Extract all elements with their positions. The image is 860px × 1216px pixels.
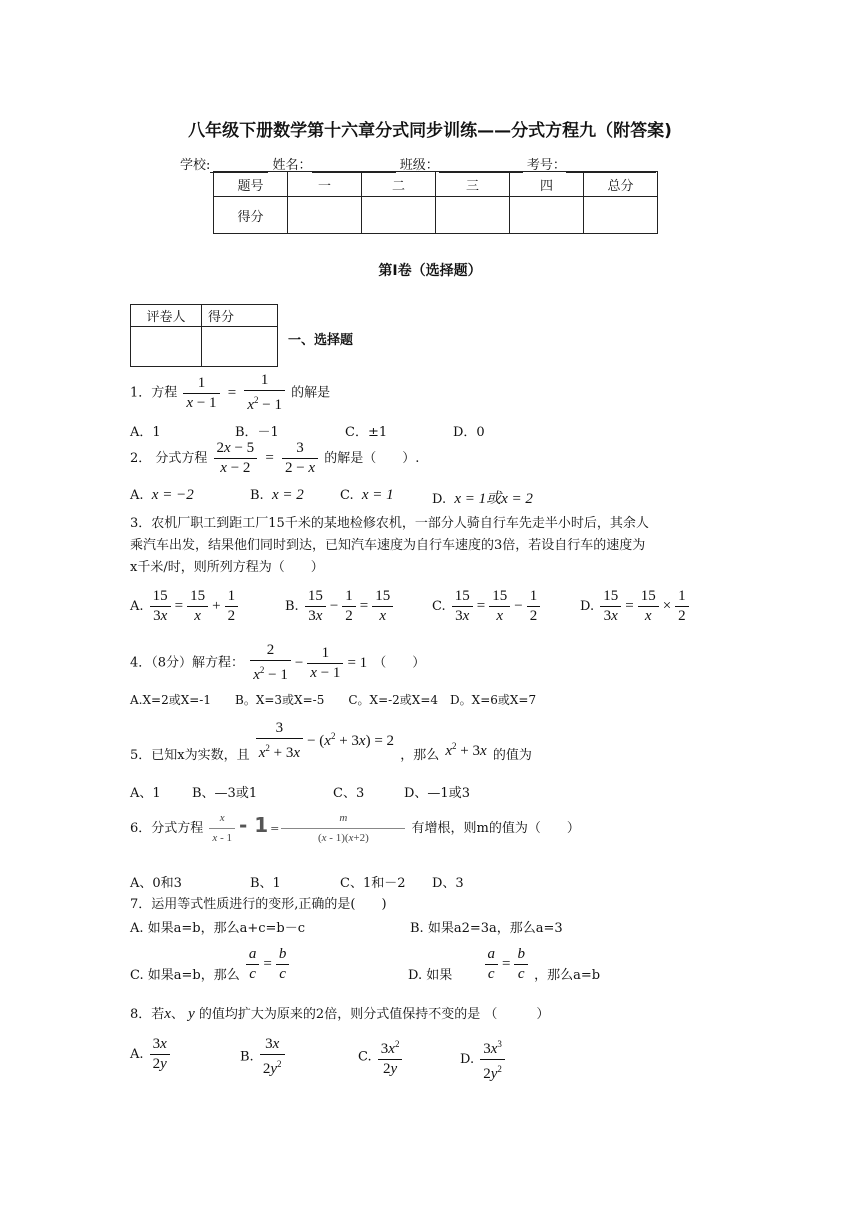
- question-text: 1．方程: [130, 385, 178, 401]
- q8-option-d[interactable]: D. $\frac{3x^3}{2y^2}$: [460, 1036, 507, 1083]
- question-text: 4．（8分）解方程：: [130, 655, 245, 671]
- score-header: 题号: [214, 172, 288, 197]
- q5-option-b[interactable]: B、—3或1: [192, 786, 258, 801]
- q6-option-b[interactable]: B、1: [250, 876, 281, 891]
- score-cell[interactable]: [584, 197, 658, 234]
- name-label: 姓名：: [272, 158, 312, 173]
- fraction: $\frac{1}{x^2 - 1}$: [244, 372, 285, 414]
- question-text: 的解是: [291, 385, 331, 401]
- question-6: [130, 810, 580, 847]
- section-title: 一、选择题: [288, 333, 354, 348]
- score-header: 一: [288, 172, 362, 197]
- q1-option-d[interactable]: D．0: [453, 425, 485, 440]
- q2-option-a[interactable]: A. x = −2: [130, 487, 194, 503]
- q6-option-d[interactable]: D、3: [432, 876, 464, 891]
- score-header: 三: [436, 172, 510, 197]
- q3-option-d[interactable]: D. $\frac{15}{3x}$ = $\frac{15}{x}$ × $\frac{1}{2}$: [580, 588, 691, 625]
- question-4: 4．（8分）解方程： $\frac{2}{x^2 - 1}$ − $\frac{1}{x - 1}$ = 1 （ ）: [130, 642, 426, 683]
- question-text: 的解是（ ）.: [324, 451, 420, 466]
- question-text: 有增根，则m的值为（ ）: [411, 821, 580, 836]
- q7-option-a[interactable]: A. 如果a=b，那么a+c=b－c: [130, 921, 306, 936]
- q8-option-a[interactable]: A. $\frac{3x}{2y}$: [130, 1036, 172, 1073]
- q8-option-b[interactable]: B. $\frac{3x}{2y^2}$: [240, 1036, 287, 1078]
- question-7: 7．运用等式性质进行的变形,正确的是( ): [130, 897, 387, 912]
- q6-option-a[interactable]: A、0和3: [130, 876, 182, 891]
- q2-option-b[interactable]: B. x = 2: [250, 487, 304, 503]
- question-text: （ ）: [373, 655, 426, 671]
- grader-header: 评卷人: [131, 305, 202, 327]
- q5-option-c[interactable]: C、3: [333, 786, 365, 801]
- q3-option-c[interactable]: C. $\frac{15}{3x}$ = $\frac{15}{x}$ − $\frac{1}{2}$: [432, 588, 542, 625]
- question-2: 2． 分式方程 $\frac{2x - 5}{x - 2}$ = $\frac{3}{2 - x}$ 的解是（ ）.: [130, 440, 420, 476]
- q6-option-c[interactable]: C、1和－2: [340, 876, 406, 891]
- q7-option-d[interactable]: D. 如果 $\frac{a}{c}$ = $\frac{b}{c}$ ，那么a=b: [408, 946, 601, 983]
- grader-cell[interactable]: [202, 327, 278, 367]
- q2-option-c[interactable]: C. x = 1: [340, 487, 394, 503]
- q2-option-d[interactable]: D. x = 1或x = 2: [432, 491, 533, 507]
- q3-option-a[interactable]: A. $\frac{15}{3x}$ = $\frac{15}{x}$ + $\frac{1}{2}$: [130, 588, 240, 625]
- q4-options[interactable]: A.X=2或X=-1 B。X=3或X=-5 C。X=-2或X=4 D。X=6或X=7: [130, 693, 537, 707]
- score-header: 总分: [584, 172, 658, 197]
- grader-header: 得分: [202, 305, 278, 327]
- q7-option-c[interactable]: C. 如果a=b，那么 $\frac{a}{c}$ = $\frac{b}{c}$: [130, 946, 291, 983]
- q1-option-a[interactable]: A．1: [130, 425, 161, 440]
- question-text: ，那么: [400, 747, 440, 763]
- score-row-label: 得分: [214, 197, 288, 234]
- volume-title: 第Ⅰ卷（选择题）: [378, 263, 482, 279]
- question-text: 2． 分式方程: [130, 451, 208, 466]
- score-cell[interactable]: [288, 197, 362, 234]
- fraction: $\frac{3}{2 - x}$: [282, 440, 318, 477]
- grader-table: [130, 304, 278, 367]
- class-label: 班级：: [399, 158, 439, 173]
- question-1: 1．方程 $\frac{1}{x - 1}$ = $\frac{1}{x^2 - 1}$ 的解是: [130, 372, 331, 413]
- question-text: 5．已知x为实数，且: [130, 747, 250, 763]
- q8-option-c[interactable]: C. $\frac{3x^2}{2y}$: [358, 1036, 404, 1078]
- question-5: 5．已知x为实数，且 $\frac{3}{x^2 + 3x}$ − $(x^2 + 3x) = 2$ ，那么 $x^2 + 3x$ 的值为: [130, 720, 532, 763]
- q1-option-b[interactable]: B．－1: [235, 425, 279, 440]
- q5-option-a[interactable]: A、1: [130, 786, 161, 801]
- q5-option-d[interactable]: D、—1或3: [404, 786, 470, 801]
- school-label: 学校:: [180, 158, 211, 173]
- score-header: 四: [510, 172, 584, 197]
- question-text: 6．分式方程: [130, 821, 204, 836]
- question-3-line: 乘汽车出发，结果他们同时到达，已知汽车速度为自行车速度的3倍，若设自行车的速度为: [130, 538, 646, 553]
- score-cell[interactable]: [362, 197, 436, 234]
- grader-cell[interactable]: [131, 327, 202, 367]
- score-cell[interactable]: [510, 197, 584, 234]
- exam-number-label: 考号：: [526, 158, 566, 173]
- equation-image: $\frac{x}{x - 1}$ - 1 = $\frac{m}{(x - 1)(x+2)}$: [207, 821, 411, 836]
- page-title: 八年级下册数学第十六章分式同步训练——分式方程九（附答案): [188, 121, 672, 141]
- score-cell[interactable]: [436, 197, 510, 234]
- q1-option-c[interactable]: C．±1: [345, 425, 388, 440]
- question-8: 8．若x、 y 的值均扩大为原来的2倍，则分式值保持不变的是 （ ）: [130, 1006, 550, 1022]
- fraction: $\frac{1}{x - 1}$: [183, 375, 219, 412]
- q3-option-b[interactable]: B. $\frac{15}{3x}$ − $\frac{1}{2}$ = $\frac{15}{x}$: [285, 588, 395, 625]
- question-3-line: x千米/时，则所列方程为（ ）: [130, 560, 324, 575]
- score-table: [213, 171, 658, 234]
- fraction: $\frac{2x - 5}{x - 2}$: [214, 440, 258, 477]
- question-text: 的值为: [492, 747, 532, 763]
- question-3-line: 3．农机厂职工到距工厂15千米的某地检修农机，一部分人骑自行车先走半小时后，其余人: [130, 516, 649, 531]
- score-header: 二: [362, 172, 436, 197]
- q7-option-b[interactable]: B. 如果a2=3a，那么a=3: [410, 921, 563, 936]
